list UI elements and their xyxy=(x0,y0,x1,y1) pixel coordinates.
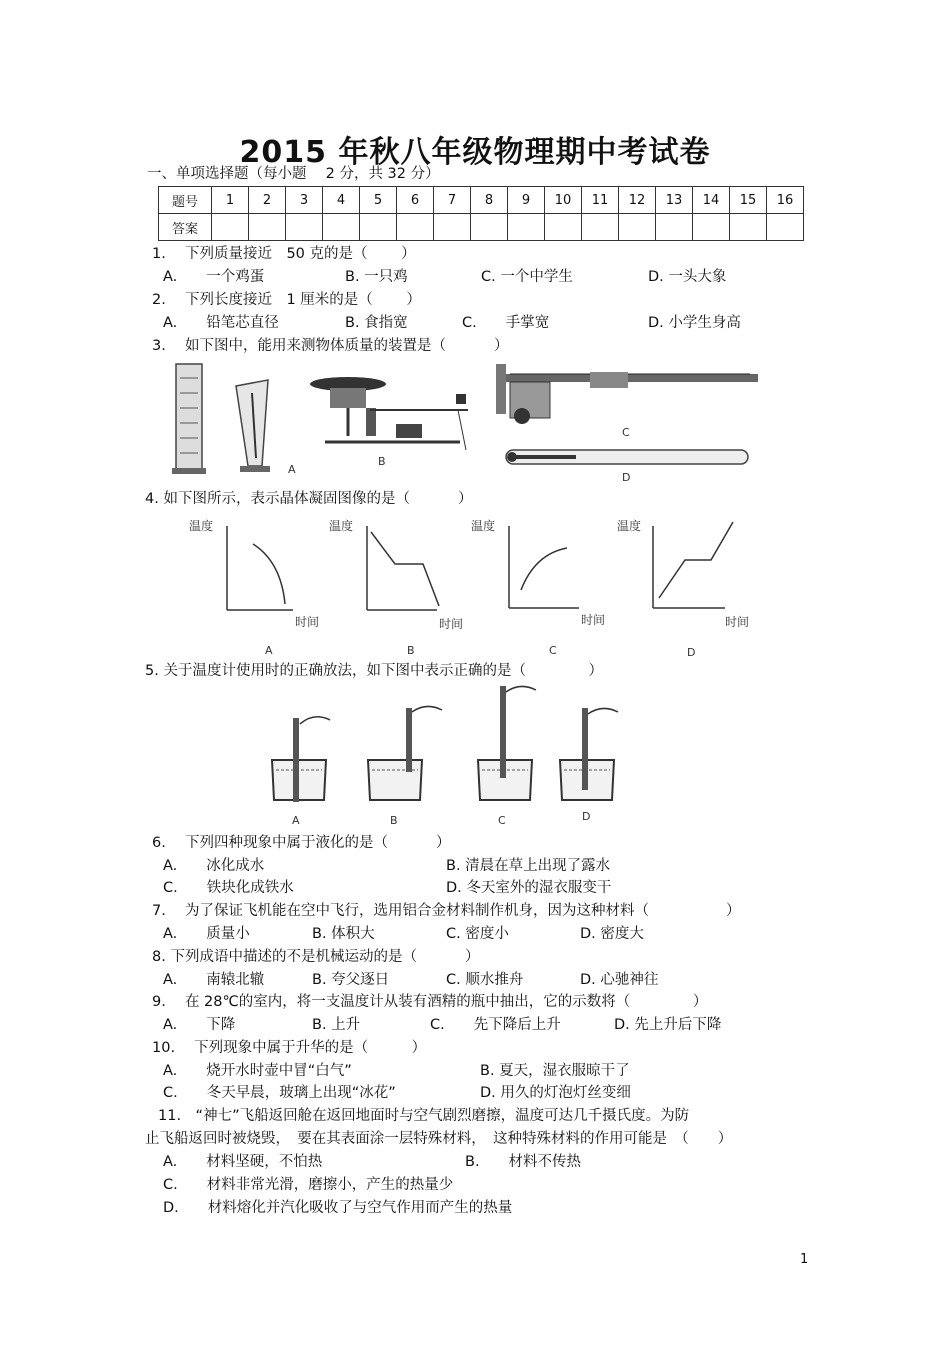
table-row-answers xyxy=(159,214,804,241)
graph-a xyxy=(189,518,319,657)
table-header-cell: 答案 xyxy=(159,214,212,241)
question-1-option-d: D. 一头大象 xyxy=(648,269,727,285)
question-2-option-b: B. 食指宽 xyxy=(345,315,408,331)
option-b-label: B xyxy=(390,814,398,827)
measuring-instruments-figure xyxy=(170,358,770,488)
question-2-stem: 2. 下列长度接近 1 厘米的是（ ） xyxy=(152,292,421,308)
answer-cell[interactable] xyxy=(693,214,730,241)
question-9-option-d: D. 先上升后下降 xyxy=(614,1017,722,1033)
question-1-option-b: B. 一只鸡 xyxy=(345,269,408,285)
answer-cell[interactable] xyxy=(471,214,508,241)
question-6-option-c: C. 铁块化成铁水 xyxy=(163,880,294,896)
question-8-stem: 8. 下列成语中描述的不是机械运动的是（ ） xyxy=(152,949,480,965)
question-6-option-b: B. 清晨在草上出现了露水 xyxy=(446,858,611,874)
question-7-option-d: D. 密度大 xyxy=(580,926,644,942)
question-number-cell: 8 xyxy=(471,187,508,214)
question-10-option-b: B. 夏天，湿衣服晾干了 xyxy=(480,1063,630,1079)
vernier-caliper-icon xyxy=(496,364,758,424)
question-8-option-a: A. 南辕北辙 xyxy=(163,972,265,988)
question-7-option-c: C. 密度小 xyxy=(446,926,509,942)
question-number-cell: 11 xyxy=(582,187,619,214)
thermometer-icon xyxy=(506,450,748,464)
balance-scale-icon xyxy=(310,377,468,450)
figure-label-d: D xyxy=(622,471,631,484)
question-8-option-c: C. 顺水推舟 xyxy=(446,972,524,988)
graph-a-label: A xyxy=(265,644,273,657)
graph-c xyxy=(471,518,605,657)
graduated-cylinder-icon xyxy=(172,364,206,474)
question-number-cell: 15 xyxy=(730,187,767,214)
question-2-option-a: A. 铅笔芯直径 xyxy=(163,315,279,331)
cooling-curve-graphs xyxy=(185,512,775,662)
question-11-option-b: B. 材料不传热 xyxy=(465,1154,582,1170)
measuring-cup-icon xyxy=(236,380,270,472)
question-number-cell: 5 xyxy=(360,187,397,214)
question-7-option-a: A. 质量小 xyxy=(163,926,250,942)
question-7-stem: 7. 为了保证飞机能在空中飞行，选用铝合金材料制作机身，因为这种材料（ ） xyxy=(152,903,741,919)
answer-cell[interactable] xyxy=(397,214,434,241)
question-9-stem: 9. 在 28℃的室内，将一支温度计从装有酒精的瓶中抽出，它的示数将（ ） xyxy=(152,994,708,1010)
question-9-option-b: B. 上升 xyxy=(312,1017,361,1033)
hand-a-icon xyxy=(300,717,330,724)
thermometer-b xyxy=(406,708,412,772)
graph-b xyxy=(329,518,463,657)
question-6-stem: 6. 下列四种现象中属于液化的是（ ） xyxy=(152,835,451,851)
graph-d-ylabel: 温度 xyxy=(617,519,642,533)
hand-c-icon xyxy=(506,686,536,692)
graph-c-label: C xyxy=(549,644,557,657)
answer-cell[interactable] xyxy=(249,214,286,241)
figure-label-b: B xyxy=(378,455,386,468)
hand-d-icon xyxy=(588,708,618,714)
thermometer-d xyxy=(582,708,588,790)
option-a-label: A xyxy=(292,814,300,827)
answer-cell[interactable] xyxy=(582,214,619,241)
question-3-stem: 3. 如下图中，能用来测物体质量的装置是（ ） xyxy=(152,338,509,354)
question-number-cell: 1 xyxy=(212,187,249,214)
answer-cell[interactable] xyxy=(545,214,582,241)
question-1-stem: 1. 下列质量接近 50 克的是（ ） xyxy=(152,246,416,262)
hand-b-icon xyxy=(412,706,442,712)
question-11-stem-line2: 止飞船返回时被烧毁， 要在其表面涂一层特殊材料， 这种特殊材料的作用可能是 （ ） xyxy=(145,1131,733,1147)
answer-cell[interactable] xyxy=(767,214,804,241)
graph-c-ylabel: 温度 xyxy=(471,519,496,533)
answer-cell[interactable] xyxy=(434,214,471,241)
question-6-option-a: A. 冰化成水 xyxy=(163,858,265,874)
beaker-a xyxy=(272,717,330,827)
question-8-option-b: B. 夸父逐日 xyxy=(312,972,390,988)
question-number-cell: 10 xyxy=(545,187,582,214)
answer-table xyxy=(158,186,804,241)
question-7-option-b: B. 体积大 xyxy=(312,926,375,942)
table-header-cell: 题号 xyxy=(159,187,212,214)
beaker-c xyxy=(478,686,536,827)
graph-b-xlabel: 时间 xyxy=(439,617,464,631)
thermometer-c xyxy=(500,686,506,778)
page-title: 2015 年秋八年级物理期中考试卷 xyxy=(239,135,711,170)
beaker-b xyxy=(368,706,442,827)
thermometer-a xyxy=(293,718,299,802)
question-2-option-d: D. 小学生身高 xyxy=(648,315,741,331)
answer-cell[interactable] xyxy=(730,214,767,241)
question-number-cell: 12 xyxy=(619,187,656,214)
question-4-stem: 4. 如下图所示，表示晶体凝固图像的是（ ） xyxy=(145,491,473,507)
graph-d-xlabel: 时间 xyxy=(725,615,750,629)
question-1-option-c: C. 一个中学生 xyxy=(481,269,573,285)
thermometer-placement-figure xyxy=(260,682,640,830)
graph-b-label: B xyxy=(407,644,415,657)
answer-cell[interactable] xyxy=(656,214,693,241)
answer-cell[interactable] xyxy=(619,214,656,241)
question-number-cell: 3 xyxy=(286,187,323,214)
figure-label-c: C xyxy=(622,426,630,439)
question-11-option-d: D. 材料熔化并汽化吸收了与空气作用而产生的热量 xyxy=(163,1200,513,1216)
question-11-option-a: A. 材料坚硬，不怕热 xyxy=(163,1154,323,1170)
question-number-cell: 9 xyxy=(508,187,545,214)
question-10-option-c: C. 冬天早晨，玻璃上出现“冰花” xyxy=(163,1085,396,1101)
graph-a-ylabel: 温度 xyxy=(189,519,214,533)
graph-d xyxy=(617,518,749,659)
beaker-d xyxy=(560,708,618,823)
answer-cell[interactable] xyxy=(508,214,545,241)
question-2-option-c: C. 手掌宽 xyxy=(462,315,550,331)
graph-c-xlabel: 时间 xyxy=(581,613,606,627)
answer-cell[interactable] xyxy=(360,214,397,241)
answer-cell[interactable] xyxy=(323,214,360,241)
graph-a-xlabel: 时间 xyxy=(295,615,320,629)
question-11-stem-line1: 11. “神七”飞船返回舱在返回地面时与空气剧烈磨擦，温度可达几千摄氏度。为防 xyxy=(158,1108,690,1124)
question-number-cell: 7 xyxy=(434,187,471,214)
answer-cell[interactable] xyxy=(212,214,249,241)
question-number-cell: 13 xyxy=(656,187,693,214)
question-10-option-d: D. 用久的灯泡灯丝变细 xyxy=(480,1085,631,1101)
graph-d-label: D xyxy=(687,646,696,659)
page-number: 1 xyxy=(800,1252,809,1267)
option-c-label: C xyxy=(498,814,506,827)
table-row-numbers xyxy=(159,187,804,214)
question-10-stem: 10. 下列现象中属于升华的是（ ） xyxy=(152,1040,427,1056)
question-8-option-d: D. 心驰神往 xyxy=(580,972,659,988)
question-10-option-a: A. 烧开水时壶中冒“白气” xyxy=(163,1063,352,1079)
question-number-cell: 14 xyxy=(693,187,730,214)
answer-cell[interactable] xyxy=(286,214,323,241)
question-9-option-c: C. 先下降后上升 xyxy=(430,1017,561,1033)
question-number-cell: 16 xyxy=(767,187,804,214)
option-d-label: D xyxy=(582,810,591,823)
question-9-option-a: A. 下降 xyxy=(163,1017,236,1033)
question-number-cell: 6 xyxy=(397,187,434,214)
question-5-stem: 5. 关于温度计使用时的正确放法，如下图中表示正确的是（ ） xyxy=(145,663,604,679)
question-number-cell: 4 xyxy=(323,187,360,214)
section-heading: 一、单项选择题（每小题 2 分，共 32 分） xyxy=(147,166,440,182)
question-number-cell: 2 xyxy=(249,187,286,214)
question-11-option-c: C. 材料非常光滑，磨擦小，产生的热量少 xyxy=(163,1177,454,1193)
question-6-option-d: D. 冬天室外的湿衣服变干 xyxy=(446,880,612,896)
figure-label-a: A xyxy=(288,463,296,476)
question-1-option-a: A. 一个鸡蛋 xyxy=(163,269,265,285)
graph-b-ylabel: 温度 xyxy=(329,519,354,533)
